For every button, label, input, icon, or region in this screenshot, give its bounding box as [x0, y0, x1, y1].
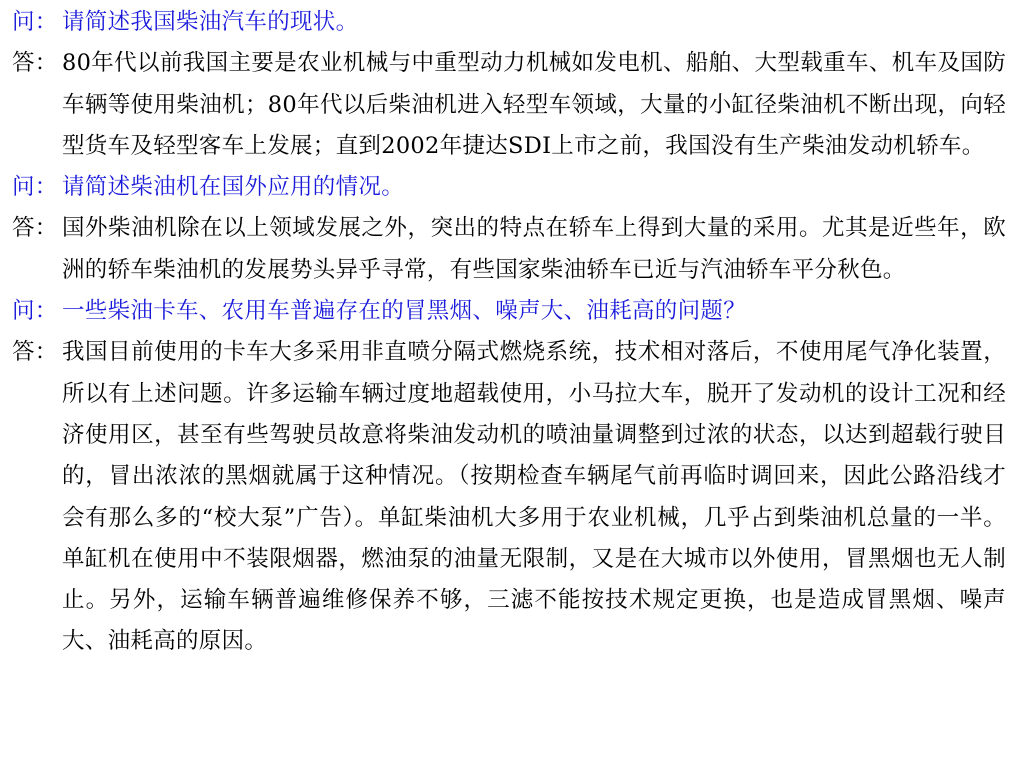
- answer-text: 国外柴油机除在以上领域发展之外，突出的特点在轿车上得到大量的采用。尤其是近些年，欧洲的轿车柴油机的发展势头异乎寻常，有些国家柴油轿车已近与汽油轿车平分秋色。: [62, 215, 1006, 283]
- answer-prefix: 答：: [12, 339, 58, 366]
- question-prefix: 问：: [12, 9, 58, 35]
- question-text: 一些柴油卡车、农用车普遍存在的冒黑烟、噪声大、油耗高的问题？: [62, 298, 747, 325]
- question-text: 请简述柴油机在国外应用的情况。: [62, 174, 405, 201]
- answer-2: [0, 208, 1024, 291]
- answer-1: [0, 43, 1024, 167]
- question-prefix: 问：: [12, 298, 58, 325]
- answer-prefix: 答：: [12, 215, 58, 242]
- question-text: 请简述我国柴油汽车的现状。: [62, 9, 359, 35]
- answer-prefix: 答：: [12, 50, 58, 77]
- answer-text: 我国目前使用的卡车大多采用非直喷分隔式燃烧系统，技术相对落后，不使用尾气净化装置，所以有上述问题。许多运输车辆过度地超载使用，小马拉大车，脱开了发动机的设计工况和经济使用区，甚至有些驾驶员故意将柴油发动机的喷油量调整到过浓的状态，以达到超载行驶目的，冒出浓浓的黑烟就属于这种情况。（按期检查车辆尾气前再临时调回来，因此公路沿线才会有那么多的“校大泵”广告）。单缸柴油机大多用于农业机械，几乎占到柴油机总量的一半。单缸机在使用中不装限烟器，燃油泵的油量无限制，又是在大城市以外使用，冒黑烟也无人制止。另外，运输车辆普遍维修保养不够，三滤不能按技术规定更换，也是造成冒黑烟、噪声大、油耗高的原因。: [62, 339, 1006, 655]
- question-3: [0, 291, 1024, 332]
- question-prefix: 问：: [12, 174, 58, 201]
- question-2: [0, 167, 1024, 208]
- answer-3: [0, 332, 1024, 662]
- answer-text: 80年代以前我国主要是农业机械与中重型动力机械如发电机、船舶、大型载重车、机车及国防车辆等使用柴油机；80年代以后柴油机进入轻型车领域，大量的小缸径柴油机不断出现，向轻型货车及轻型客车上发展；直到2002年捷达SDI上市之前，我国没有生产柴油发动机轿车。: [62, 50, 1006, 159]
- question-1: [0, 2, 1024, 43]
